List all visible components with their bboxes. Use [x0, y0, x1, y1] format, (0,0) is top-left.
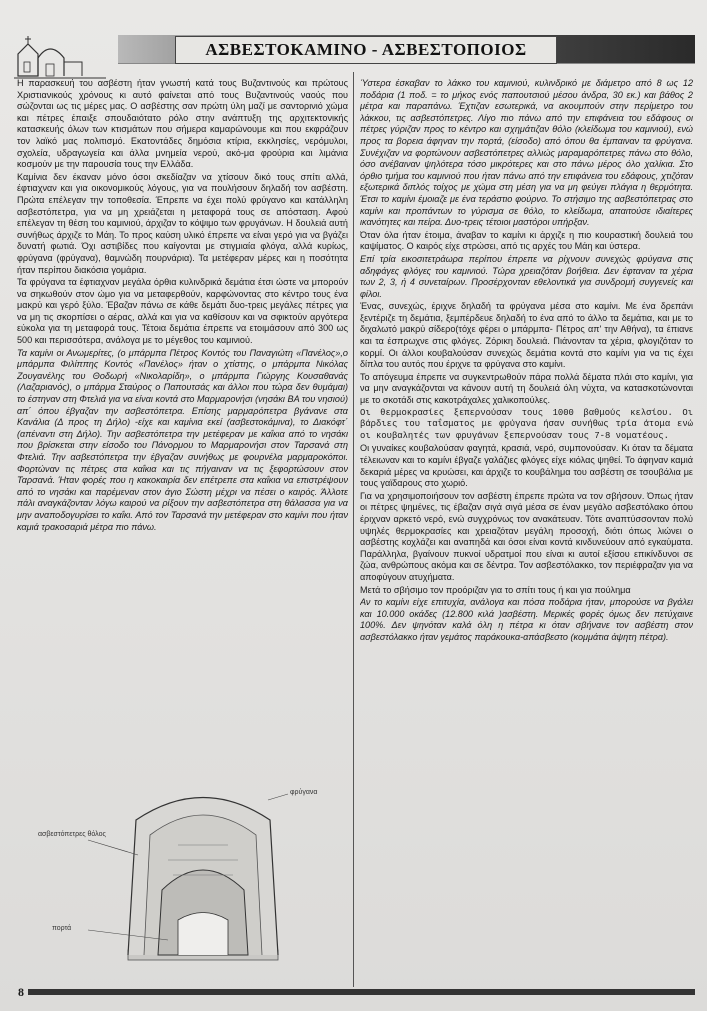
- paragraph: Όταν όλα ήταν έτοιμα, άναβαν το καμίνι κι άρχιζε η πιο κουραστική δουλειά του καψίματος. Ο καιρός είχε στρώσει, από τις αρχές του Μάη και ύστερα.: [360, 229, 693, 252]
- chapel-sketch-icon: [10, 26, 110, 82]
- page-title: ΑΣΒΕΣΤΟΚΑΜΙΝΟ - ΑΣΒΕΣΤΟΠΟΙΟΣ: [175, 36, 557, 64]
- paragraph: Μετά το σβήσιμο τον προόριζαν για το σπίτι τους ή και για πούλημα: [360, 584, 631, 595]
- paragraph: Οι γυναίκες κουβαλούσαν φαγητά, κρασιά, νερό, συμπονούσαν. Κι όταν τα δέματα τέλειωναν και το καμίνι έβγαζε γαλάζιες φλόγες είχε κιόλας ψηθεί. Το άφηναν καμιά δεκαριά μέρες να κρυώσει, και άρχιζε το κουβάλημα του ασβέστη σε τσουβάλια με τους γαϊδαρους στο χωριό.: [360, 443, 693, 489]
- left-column: [17, 78, 348, 798]
- paragraph: Αν το καμίνι είχε επιτυχία, ανάλογα και πόσα ποδάρια ήταν, μπορούσε να βγάλει και 10.000 οκάδες (12.800 κιλά )ασβέστη. Μερικές φορές όμως δεν πετύχαινε 100%. Δεν ψηνόταν καλά όλη η πέτρα κι όταν σβήνανε τον ασβέστη στον ασβεστόλακκο ήταν γεμάτος παράκουκα-απάσβεστο (κομμάτια άψητη πέτρα).: [360, 597, 693, 642]
- paragraph: Ένας, συνεχώς, έριχνε δηλαδή τα φρύγανα μέσα στο καμίνι. Με ένα δρεπάνι ξεντέριζε τη δεμάτια, ξεμπέρδευε δηλαδή το ένα από το άλλο τα δεμάτια, και με το διχαλωτό μακρύ σίδερο(τόχε φέρει ο μπάρμπα- Πέτρος απ' την Αθήνα), τα έπιανε και τα έσπρωχνε στις φλόγες. Ζόρικη δουλειά. Πιάνονταν τα χέρια, φλογιζόταν το κορμί. Οι άλλοι κουβαλούσαν συνεχώς δεμάτια κοντά στο καμίνι για να τις έχει δίπλα του αυτός που έριχνε τα φρύγανα στο καμίνι.: [360, 301, 693, 370]
- footer-rule: [28, 989, 695, 995]
- paragraph: Επί τρία εικοσιτετράωρα περίπου έπρεπε να ρίχνουν συνεχώς φρύγανα στις αδηφάγες φλόγες του καμινιού. Τώρα χρειαζόταν βοήθεια. Δεν έφταναν τα χέρια των 2, 3, ή 4 συνεταίρων. Προσέρχονταν εθελοντικά για συνδρομή συγγενείς και φίλοι.: [360, 253, 693, 299]
- paragraph: Για να χρησιμοποιήσουν τον ασβέστη έπρεπε πρώτα να τον σβήσουν. Όπως ήταν οι πέτρες ψημένες, τις έβαζαν σιγά σιγά μέσα σε έναν μεγάλο ασβεστόλακο όπου έριχναν αρκετό νερό, ενώ συγχρόνως τον ανακάτευαν. Τότε αναπτύσσονταν πολύ υψηλές θερμοκρασίες και χρειαζόταν μεγάλη προσοχή, διότι όπως λιώνει ο ασβέστης κοχλάζει και αναπηδά και όσοι είναι κοντά κινδυνεύουν από εγκαύματα. Παράλληλα, βγαίνουν πυκνοί υδρατμοί που είναι κι αυτοί εξίσου επικίνδυνοι σε ζώα, ανθρώπους ακόμα και σε δέντρα. Τον ασβεστόλακκο, τον περιέφραζαν για να αποφύγουν ατυχήματα.: [360, 490, 693, 582]
- paragraph: Οι θερμοκρασίες ξεπερνούσαν τους 1000 βαθμούς κελσίου. Οι βάρδιες του ταΐσματος με φρύγανα ήσαν συνήθως τρία άτομα ενώ οι κουβαλητές των φρυγάνων ξεπερνούσαν τους 7-8 νοματέους.: [360, 407, 693, 441]
- column-divider: [353, 72, 354, 987]
- paragraph: Το απόγευμα έπρεπε να συγκεντρωθούν πάρα πολλά δέματα πλάι στο καμίνι, για να μην αναγκάζονται να κάνουν αυτή τη δουλειά όλη νύχτα, να κατασκοτώνονται με το σκοτάδι στις κακοτράχαλες χαλικοπούλες.: [360, 371, 693, 406]
- paragraph: Τα καμίνι οι Ανωμερίτες, (ο μπάρμπα Πέτρος Κοντός του Παναγιώτη «Πανέλος»,ο μπάρμπα Φιλίππης Κοντός «Πανέλος» ήταν ο χτίστης, ο μπάρμπα Νικόλας Ζουγανέλης του Θοδωρή «Νικολαρίδη», ο μπάρμπα Γιώργης Κουσαθανάς (Λαζαριανός), ο μπάρμα Σταύρος ο Παπουτσάς και άλλοι που τώρα δεν θυμάμαι) το έστηναν στη Φτελιά για να είναι κοντά στο Μαρμαρονήσι (νησάκι ΒΑ του νησιού) απ΄ όπου έβγαζαν την ασβεστόπετρα. Επίσης μαρμαρόπετρα βγάνανε στα Κανάλια (Δ προς τη Δήλο) -είχε και καμίνια εκεί (ασβεστοκάμινα), το Διακόφτ΄ (απέναντι στη Δήλο). Την ασβεστόπετρα την μετέφεραν με καΐκια από το νησάκι που βρίσκεται στην είσοδο του Πάνορμου το Μαρμαρονήσι στον Ταρσανά στη Φτελιά. Την ασβεστόπετρα την έβγαζαν συνήθως με φουρνέλα μαρμαροκόποι. Φορτώναν τις πέτρες στα καΐκια και τις πήγαιναν να τις ξεφορτώσουν στον Ταρσανά. Ήταν φορές που η κακοκαιρία δεν επέτρεπε στα καΐκια να επιστρέψουν από το νησάκι και παρέμεναν στον άγιο Σώστη μέχρι να πέσει ο καιρός. Άλλοτε πάλι αναγκάζονταν λόγω καιρού να ρίξουν την ασβεστόπετρα στη θάλασσα για να μην αναποδογυρίσει το καΐκι. Από τον Ταρσανά την μετέφεραν στο καμίνι που ήταν καμιά τρακοσαριά μέτρα πιο πάνω.: [17, 347, 348, 532]
- paragraph: Ύστερα έσκαβαν το λάκκο του καμινιού, κυλινδρικό με διάμετρο από 8 ως 12 ποδάρια (1 ποδ. = το μήκος ενός παπουτσιού μέσου άνδρα, 30 εκ.) και βάθος 2 μέτρα και παραπάνω. Έχτιζαν εσωτερικά, να ακουμπούν στην περίμετρο του λάκκου, τις ασβεστόπετρες. Λίγο πιο πάνω από την επιφάνεια του εδάφους οι πέτρες γύριζαν προς το κέντρο και σχημάτιζαν θόλο (κλείδωμα του καμινιού), ενώ προς τα βορεια άφηναν την πορτά, (είσοδο) από όπου θα έμπαιναν τα φρύγανα. Συνέχιζαν να φορτώνουν ασβεστόπετρες αλλιώς μαραμαρόπετρες πάνω στο θόλο, όσο ανέβαιναν ψηλότερα τόσο μικρότερες και στο πάνω μέρος όλο χαλίκια. Στο όρθιο τμήμα του καμινιού που ήταν πάνω από την επιφάνεια του εδάφους, χτιζόταν εξωτερικά διπλός τοίχος με χώμα στη μέση για να μη φεύγει πλάγια η θερμότητα. Έτσι το καμίνι έμοιαζε με ένα τεράστιο φούρνο. Το στήσιμο της ασβεστόπετρας στο καμίνι και προπάντων το γύρισμα σε θόλο, το κλείδωμα, απαιτούσε ιδιαίτερες ικανότητες και πείρα. Δυο-τρεις τέτοιοι μαστόροι υπήρξαν.: [360, 78, 693, 228]
- kiln-diagram: [28, 780, 328, 980]
- diagram-label: πορτά: [52, 925, 72, 932]
- right-column: [360, 78, 693, 978]
- paragraph: Η παρασκευή του ασβέστη ήταν γνωστή κατά τους Βυζαντινούς και πρώτους Χριστιανικούς χρόνους κι αυτό φαίνεται από τους Βυζαντινούς ναούς που σώζονται ως τις μέρες μας. Ο ασβέστης σαν πρώτη ύλη μαζί με σαντορινιό χώμα και πέτρες έπαιξε σπουδαιότατο ρόλο στην ανάπτυξη της αρχιτεκτονικής κατασκευής όλων των κτισμάτων που σήμερα καμαρώνουμε και που εκφράζουν τον λαϊκό μας πολιτισμό. Εκατοντάδες δημόσια κτίρια, εκκλησίες, νερόμυλοι, σχολεία, υδραγωγεία και άλλα μνημεία νερού, ακό-μα φρούρια και λιμάνια κοσμούν με την παρουσία τους την Ελλάδα.: [17, 78, 348, 170]
- paragraph: Τα φρύγανα τα έφτιαχναν μεγάλα όρθια κυλινδρικά δεμάτια έτσι ώστε να μπορούν να σηκωθούν στον ώμο για να μεταφερθούν, καρφώνοντας στο κέντρο τους ένα μακρύ και γερό ξύλο. Έβαζαν πάνω σε κάθε δεμάτι δυο-τρεις μεγάλες πέτρες για να μη τις σκορπίσει ο αέρας, αλλά και για να καθίσουν και να σφικτούν αργότερα εύκολα για τη μεταφορά τους. Τέτοια δεμάτια έπρεπε να ετοιμάσουν από 300 ως 500 και περισσότερα, ανάλογα με το μέγεθος του καμινιού.: [17, 277, 348, 346]
- diagram-label: ασβεστόπετρες θόλος: [38, 831, 106, 838]
- page-number: 8: [18, 985, 24, 999]
- diagram-label: φρύγανα: [290, 789, 318, 796]
- paragraph: Καμίνια δεν έκαναν μόνο όσοι σκεδίαζαν να χτίσουν δικό τους σπίτι αλλά, έφτιαχναν και για οικονομικούς λόγους, για να πουλήσουν δηλαδή τον ασβέστη. Πρώτα επέλεγαν την τοποθεσία. Έπρεπε να έχει πολύ φρύγανο και κατάλληλη ασβεστόπετρα, για να μη χρειάζεται η μεταφορά τους σε απόσταση. Αφού επέλεγαν τη θέση του καμινιού, άρχιζαν το κόψιμο των φρυγάνων. Η δουλειά αυτή συνήθως άρχιζε το Μάη. Το προς καύση υλικό έπρεπε να είναι γερό για να βγάζει δυνατή φωτιά. Όχι αστιβίδες που καίγονται με στιγμιαία φλόγα, αλλά κυρίως, φρύγανα (φρύγανα), θαμνώδη πουρνάρια). Τα μετέφεραν μέρες και η ποσότητα ήταν περίπου διακόσια γομάρια.: [17, 171, 348, 275]
